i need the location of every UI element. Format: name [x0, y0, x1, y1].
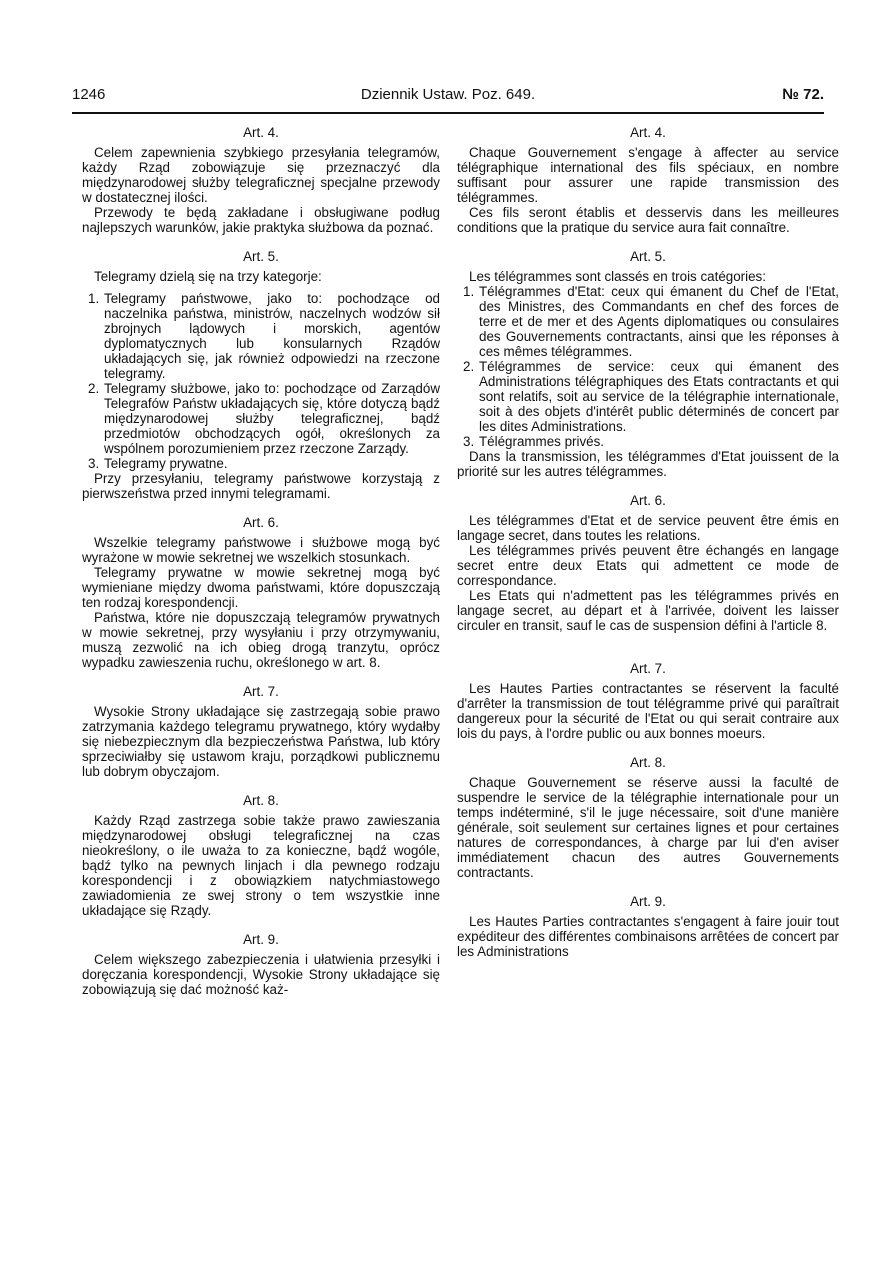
article-7-heading: Art. 7. — [630, 661, 666, 676]
article-6-heading: Art. 6. — [243, 515, 279, 530]
list-item: 1. Télégrammes d'Etat: ceux qui émanent du Chef de l'Etat, des Ministres, des Commandants en chef des forces de terre et de mer et des Agents diplomatiques ou consulaires des Gouvernements contractants, ainsi que les réponses à ces mêmes télégrammes. — [463, 284, 839, 359]
article-6-paragraph-3: Państwa, które nie dopuszczają telegramów prywatnych w mowie sekretnej, przy wysyłaniu i przy otrzymywaniu, muszą zezwolić na ich obieg drogą tranzytu, oprócz wypadku zawieszenia ruchu, określonego w art. 8. — [82, 610, 440, 670]
article-7-paragraph-1: Wysokie Strony układające się zastrzegają sobie prawo zatrzymania każdego telegramu prywatnego, który wydałby się niebezpiecznym dla bezpieczeństwa Państwa, lub który sprzeciwiałby się ustawom kraju, porządkowi publicznemu lub dobrym obyczajom. — [82, 704, 440, 779]
article-6-paragraph-2: Les télégrammes privés peuvent être échangés en langage secret entre deux Etats qui admettent ce mode de correspondance. — [457, 543, 839, 588]
article-6-paragraph-1: Wszelkie telegramy państwowe i służbowe mogą być wyrażone w mowie sekretnej we wszelkich stosunkach. — [82, 535, 440, 565]
article-4-paragraph-2: Ces fils seront établis et desservis dans les meilleures conditions que la pratique du service aura fait connaître. — [457, 205, 839, 235]
article-8-paragraph-1: Chaque Gouvernement se réserve aussi la faculté de suspendre le service de la télégraphie internationale pour un temps indéterminé, s'il le juge nécessaire, soit d'une manière générale, soit seulement sur certaines lignes et pour certaines natures de correspondances, à charge par lui d'en aviser immédiatement chacun des autres Gouvernements contractants. — [457, 775, 839, 880]
polish-column — [82, 125, 440, 997]
article-8-heading: Art. 8. — [243, 793, 279, 808]
article-5-heading: Art. 5. — [243, 249, 279, 264]
list-item: 3. Télégrammes privés. — [463, 434, 605, 449]
list-item: 2. Telegramy służbowe, jako to: pochodzące od Zarządów Telegrafów Państw układających się, które dotyczą bądź międzynarodowej służby telegraficznej, bądź przedmiotów obchodzących ogół, określonych za wspólnem porozumieniem przez rzeczone Zarządy. — [88, 381, 440, 456]
article-5-intro: Les télégrammes sont classés en trois catégories: — [469, 269, 766, 284]
article-5-closing: Przy przesyłaniu, telegramy państwowe korzystają z pierwszeństwa przed innymi telegramami. — [82, 471, 440, 501]
header-rule — [72, 112, 824, 114]
category-list — [82, 291, 440, 471]
article-6-paragraph-3: Les Etats qui n'admettent pas les télégrammes privés en langage secret, au départ et à l'arrivée, doivent les laisser circuler en transit, sauf le cas de suspension défini à l'article 8. — [457, 588, 839, 633]
article-9-heading: Art. 9. — [243, 932, 279, 947]
page-number: 1246 — [72, 86, 106, 103]
article-6-paragraph-1: Les télégrammes d'Etat et de service peuvent être émis en langage secret, dans toutes les relations. — [457, 513, 839, 543]
article-9-paragraph-1: Celem większego zabezpieczenia i ułatwienia przesyłki i doręczania korespondencji, Wysokie Strony układające się zobowiązują się dać możność każ- — [82, 952, 440, 997]
article-9-paragraph-1: Les Hautes Parties contractantes s'engagent à faire jouir tout expéditeur des différentes combinaisons arrêtées de concert par les Administrations — [457, 914, 839, 959]
list-item: 2. Télégrammes de service: ceux qui émanent des Administrations télégraphiques des Etats contractants et qui sont relatifs, soit au service de la télégraphie internationale, soit à des objets d'intérêt public déterminés de concert par les dites Administrations. — [463, 359, 839, 434]
page-header — [72, 86, 824, 110]
article-9-heading: Art. 9. — [630, 894, 666, 909]
article-5-closing: Dans la transmission, les télégrammes d'Etat jouissent de la priorité sur les autres télégrammes. — [457, 449, 839, 479]
issue-number: № 72. — [782, 86, 824, 103]
article-4-paragraph-1: Chaque Gouvernement s'engage à affecter au service télégraphique international des fils spéciaux, en nombre suffisant pour assurer une rapide transmission des télégrammes. — [457, 145, 839, 205]
article-5-heading: Art. 5. — [630, 249, 666, 264]
article-4-paragraph-2: Przewody te będą zakładane i obsługiwane podług najlepszych warunków, jakie praktyka służbowa da poznać. — [82, 205, 440, 235]
article-5-intro: Telegramy dzielą się na trzy kategorje: — [94, 269, 322, 284]
article-4-heading: Art. 4. — [630, 125, 666, 140]
article-4-heading: Art. 4. — [243, 125, 279, 140]
article-6-heading: Art. 6. — [630, 493, 666, 508]
article-8-heading: Art. 8. — [630, 755, 666, 770]
article-6-paragraph-2: Telegramy prywatne w mowie sekretnej mogą być wymieniane między dwoma państwami, które dopuszczają ten rodzaj korespondencji. — [82, 565, 440, 610]
article-8-paragraph-1: Każdy Rząd zastrzega sobie także prawo zawieszania międzynarodowej obsługi telegraficznej na czas nieokreślony, o ile uważa to za konieczne, bądź wogóle, bądź tylko na pewnych linjach i dla pewnego rodzaju korespondencji i z obowiązkiem natychmiastowego zawiadomienia ze swej strony o tem wszystkie inne układające się Rządy. — [82, 813, 440, 918]
article-7-heading: Art. 7. — [243, 684, 279, 699]
list-item: 3. Telegramy prywatne. — [88, 456, 228, 471]
french-column — [457, 125, 839, 959]
article-7-paragraph-1: Les Hautes Parties contractantes se réservent la faculté d'arrêter la transmission de tout télégramme privé qui paraîtrait dangereux pour la sécurité de l'Etat ou qui serait contraire aux lois du pays, à l'ordre public ou aux bonnes moeurs. — [457, 681, 839, 741]
category-list — [457, 284, 839, 449]
list-item: 1. Telegramy państwowe, jako to: pochodzące od naczelnika państwa, ministrów, naczelnych wodzów sił zbrojnych lądowych i morskich, agentów dyplomatycznych lub konsularnych Rządów układających się, jak również odpowiedzi na rzeczone telegramy. — [88, 291, 440, 381]
journal-title: Dziennik Ustaw. Poz. 649. — [360, 86, 536, 103]
article-4-paragraph-1: Celem zapewnienia szybkiego przesyłania telegramów, każdy Rząd zobowiązuje się przeznaczyć dla międzynarodowej służby telegraficznej specjalne przewody w dostatecznej ilości. — [82, 145, 440, 205]
